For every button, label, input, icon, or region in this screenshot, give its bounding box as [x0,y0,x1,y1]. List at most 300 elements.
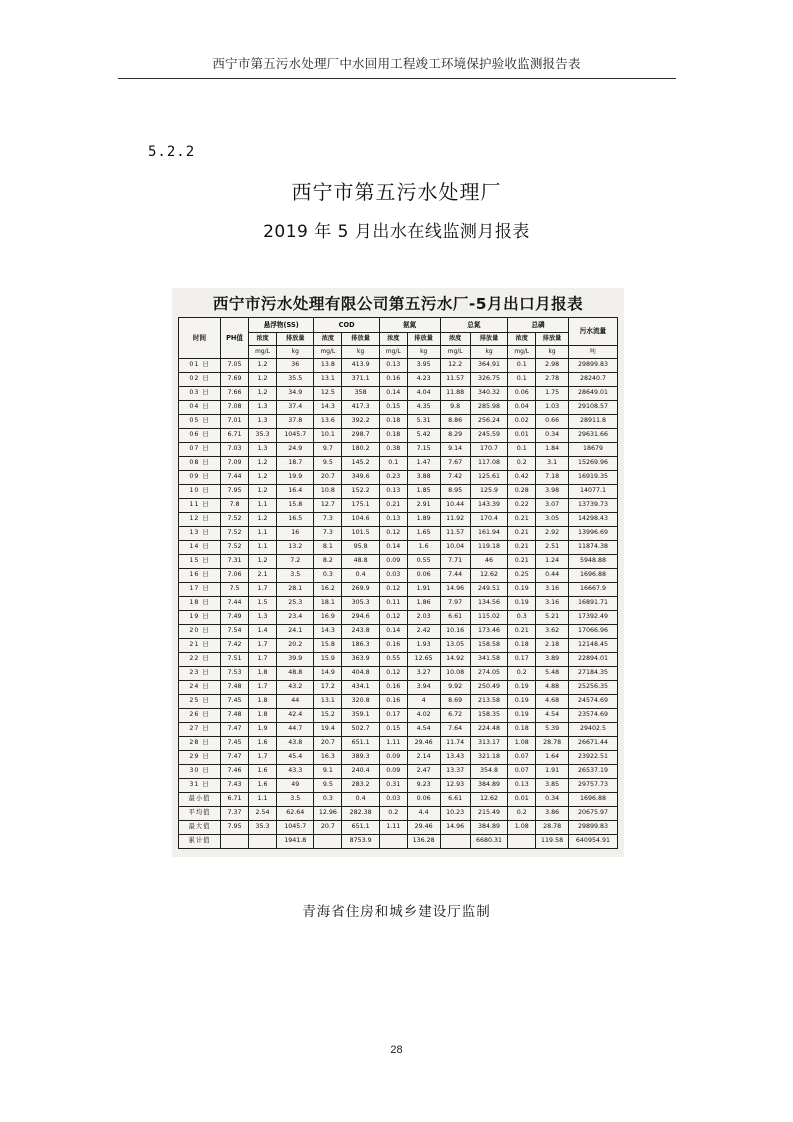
data-cell: 0.18 [508,639,536,653]
data-cell: 21 日 [179,639,221,653]
data-cell: 158.58 [470,639,507,653]
data-cell: 09 日 [179,471,221,485]
data-cell: 20.7 [314,737,342,751]
data-cell: 1.3 [249,611,277,625]
data-cell: 1.8 [249,709,277,723]
data-cell: 1.7 [249,639,277,653]
data-cell: 26 日 [179,709,221,723]
data-cell: 29631.66 [568,429,617,443]
data-cell: 7.45 [221,695,249,709]
data-cell: 0.28 [508,485,536,499]
table-row [179,401,618,415]
data-cell: 7.46 [221,765,249,779]
data-cell: 35.3 [249,429,277,443]
data-cell: 0.18 [508,723,536,737]
data-cell: 9.5 [314,779,342,793]
data-cell: 340.32 [470,387,507,401]
data-cell: 4.54 [536,709,569,723]
data-cell: 7.44 [440,569,470,583]
data-cell: 7.3 [314,527,342,541]
data-cell: 358 [342,387,379,401]
data-cell: 7.47 [221,751,249,765]
data-cell: 213.58 [470,695,507,709]
table-row [179,499,618,513]
header-group-total-phosphorus: 总磷 [508,318,569,333]
table-row [179,485,618,499]
data-cell: 44.7 [277,723,314,737]
data-cell: 389.3 [342,751,379,765]
data-cell: 15269.96 [568,457,617,471]
data-cell: 2.47 [407,765,440,779]
data-cell: 152.2 [342,485,379,499]
data-cell: 0.07 [508,751,536,765]
summary-cell: 0.4 [342,793,379,807]
data-cell: 14077.1 [568,485,617,499]
data-cell: 0.1 [508,373,536,387]
data-cell: 3.88 [407,471,440,485]
data-cell: 20.7 [314,471,342,485]
data-cell: 145.2 [342,457,379,471]
data-cell: 1.7 [249,681,277,695]
summary-cell: 2.54 [249,807,277,821]
data-cell: 1.2 [249,485,277,499]
data-cell: 22 日 [179,653,221,667]
table-row [179,639,618,653]
data-cell: 434.1 [342,681,379,695]
data-cell: 0.3 [508,611,536,625]
summary-cell: 62.64 [277,807,314,821]
data-cell: 0.1 [379,457,407,471]
summary-cell: 28.78 [536,821,569,835]
data-cell: 3.5 [277,569,314,583]
data-cell: 7.06 [221,569,249,583]
data-cell: 4.23 [407,373,440,387]
data-cell: 42.4 [277,709,314,723]
header-tn-conc: 浓度 [440,333,470,346]
data-cell: 320.8 [342,695,379,709]
data-cell: 7.69 [221,373,249,387]
data-cell: 5.42 [407,429,440,443]
data-cell: 3.62 [536,625,569,639]
data-cell: 13.6 [314,415,342,429]
table-body [179,359,618,849]
data-cell: 14.3 [314,625,342,639]
data-cell: 134.56 [470,597,507,611]
header-ammonia-load: 排放量 [407,333,440,346]
data-cell: 1.7 [249,653,277,667]
table-row [179,625,618,639]
data-cell: 249.51 [470,583,507,597]
data-cell: 10.04 [440,541,470,555]
data-cell: 0.03 [379,569,407,583]
data-cell: 7.53 [221,667,249,681]
data-cell: 143.39 [470,499,507,513]
data-cell: 0.21 [508,625,536,639]
summary-cell [249,835,277,849]
data-cell: 0.07 [508,765,536,779]
scanned-report-table [172,288,624,857]
data-cell: 8.86 [440,415,470,429]
data-cell: 0.3 [314,569,342,583]
data-cell: 28 日 [179,737,221,751]
summary-cell: 1696.88 [568,793,617,807]
data-cell: 13.8 [314,359,342,373]
data-cell: 7.47 [221,723,249,737]
data-cell: 0.19 [508,695,536,709]
data-cell: 0.21 [508,527,536,541]
data-cell: 0.23 [379,471,407,485]
data-cell: 7.18 [536,471,569,485]
data-cell: 0.1 [508,359,536,373]
running-header: 西宁市第五污水处理厂中水回用工程竣工环境保护验收监测报告表 [212,56,581,71]
data-cell: 04 日 [179,401,221,415]
data-cell: 2.18 [536,639,569,653]
data-cell: 1.6 [249,737,277,751]
data-cell: 17 日 [179,583,221,597]
data-cell: 12.7 [314,499,342,513]
data-cell: 0.12 [379,583,407,597]
table-row [179,457,618,471]
data-cell: 341.58 [470,653,507,667]
data-cell: 12.62 [470,569,507,583]
data-cell: 5.31 [407,415,440,429]
data-cell: 22894.01 [568,653,617,667]
data-cell: 1.93 [407,639,440,653]
table-row [179,779,618,793]
data-cell: 3.95 [407,359,440,373]
data-cell: 1.3 [249,443,277,457]
data-cell: 37.4 [277,401,314,415]
data-cell: 170.7 [470,443,507,457]
summary-cell: 1045.7 [277,821,314,835]
table-row [179,387,618,401]
data-cell: 7.44 [221,471,249,485]
data-cell: 05 日 [179,415,221,429]
data-cell: 45.4 [277,751,314,765]
title-line-1: 西宁市第五污水处理厂 [291,180,502,204]
data-cell: 1696.88 [568,569,617,583]
summary-cell [379,835,407,849]
data-cell: 13.37 [440,765,470,779]
data-cell: 12.2 [440,359,470,373]
summary-cell: 0.03 [379,793,407,807]
data-cell: 14.9 [314,667,342,681]
data-cell: 1.08 [508,737,536,751]
data-cell: 0.16 [379,681,407,695]
data-cell: 39.9 [277,653,314,667]
data-cell: 11 日 [179,499,221,513]
data-cell: 0.34 [536,429,569,443]
data-cell: 43.8 [277,737,314,751]
data-cell: 0.12 [379,527,407,541]
summary-cell: 1.1 [249,793,277,807]
data-cell: 24574.69 [568,695,617,709]
data-cell: 8.95 [440,485,470,499]
data-cell: 7.45 [221,737,249,751]
data-cell: 7.71 [440,555,470,569]
summary-cell: 215.49 [470,807,507,821]
data-cell: 0.21 [508,541,536,555]
data-cell: 4.04 [407,387,440,401]
summary-cell [221,835,249,849]
data-cell: 0.21 [508,555,536,569]
data-cell: 0.09 [379,751,407,765]
data-cell: 0.02 [508,415,536,429]
data-cell: 1.4 [249,625,277,639]
data-cell: 25.3 [277,597,314,611]
data-cell: 115.02 [470,611,507,625]
summary-cell: 6680.31 [470,835,507,849]
header-cod-conc: 浓度 [314,333,342,346]
summary-cell: 119.58 [536,835,569,849]
data-cell: 0.19 [508,583,536,597]
unit-tp-load: kg [536,346,569,359]
data-cell: 1.8 [249,667,277,681]
table-head [179,318,618,359]
data-cell: 48.8 [277,667,314,681]
data-cell: 24.1 [277,625,314,639]
data-cell: 0.17 [379,709,407,723]
data-cell: 06 日 [179,429,221,443]
data-cell: 7.15 [407,443,440,457]
data-cell: 1.7 [249,751,277,765]
data-cell: 28.1 [277,583,314,597]
data-cell: 2.42 [407,625,440,639]
page-number: 28 [390,1044,403,1056]
data-cell: 13996.69 [568,527,617,541]
unit-cod-conc: mg/L [314,346,342,359]
data-cell: 0.12 [379,611,407,625]
header-group-total-nitrogen: 总氮 [440,318,508,333]
data-cell: 4.02 [407,709,440,723]
data-cell: 326.75 [470,373,507,387]
data-cell: 1.24 [536,555,569,569]
data-cell: 502.7 [342,723,379,737]
data-cell: 12.65 [407,653,440,667]
data-cell: 283.2 [342,779,379,793]
data-cell: 7.52 [221,541,249,555]
data-cell: 43.2 [277,681,314,695]
summary-cell: 0.01 [508,793,536,807]
data-cell: 245.59 [470,429,507,443]
table-row [179,681,618,695]
data-cell: 12.93 [440,779,470,793]
data-cell: 9.14 [440,443,470,457]
summary-cell: 累计值 [179,835,221,849]
summary-cell: 136.28 [407,835,440,849]
data-cell: 0.13 [379,359,407,373]
data-cell: 13.1 [314,373,342,387]
data-cell: 1.3 [249,415,277,429]
data-cell: 01 日 [179,359,221,373]
table-row [179,709,618,723]
data-cell: 10.8 [314,485,342,499]
header-time: 时间 [179,318,221,359]
summary-cell [508,835,536,849]
data-cell: 161.94 [470,527,507,541]
data-cell: 0.22 [508,499,536,513]
header-tp-conc: 浓度 [508,333,536,346]
data-cell: 7.8 [221,499,249,513]
summary-cell: 3.86 [536,807,569,821]
section-number: 5.2.2 [148,144,196,160]
summary-cell: 7.37 [221,807,249,821]
data-cell: 5.21 [536,611,569,625]
unit-ss-conc: mg/L [249,346,277,359]
data-cell: 1.2 [249,471,277,485]
data-cell: 11.88 [440,387,470,401]
summary-cell: 0.2 [508,807,536,821]
header-tp-load: 排放量 [536,333,569,346]
data-cell: 7.67 [440,457,470,471]
data-cell: 1.03 [536,401,569,415]
data-cell: 48.8 [342,555,379,569]
summary-cell [440,835,470,849]
data-cell: 8.69 [440,695,470,709]
data-cell: 5.48 [536,667,569,681]
title-line-2: 2019 年 5 月出水在线监测月报表 [263,222,530,242]
data-cell: 7.51 [221,653,249,667]
data-cell: 0.01 [508,429,536,443]
data-cell: 1.91 [407,583,440,597]
summary-cell: 12.96 [314,807,342,821]
header-flow: 污水流量 [568,318,617,346]
data-cell: 0.2 [508,457,536,471]
data-cell: 0.04 [508,401,536,415]
data-cell: 18.7 [277,457,314,471]
data-cell: 170.4 [470,513,507,527]
data-cell: 6.71 [221,429,249,443]
table-row [179,513,618,527]
data-cell: 20.2 [277,639,314,653]
data-cell: 15.8 [277,499,314,513]
data-cell: 305.3 [342,597,379,611]
summary-cell: 0.3 [314,793,342,807]
data-cell: 0.15 [379,723,407,737]
data-cell: 7.31 [221,555,249,569]
data-cell: 3.98 [536,485,569,499]
data-cell: 28911.8 [568,415,617,429]
data-cell: 49 [277,779,314,793]
data-cell: 0.13 [508,779,536,793]
data-cell: 28.78 [536,737,569,751]
data-cell: 0.21 [379,499,407,513]
summary-cell: 1.11 [379,821,407,835]
summary-cell [314,835,342,849]
header-cod-load: 排放量 [342,333,379,346]
header-ss-load: 排放量 [277,333,314,346]
data-cell: 0.16 [379,373,407,387]
table-header-row-groups [179,318,618,333]
summary-cell: 20675.97 [568,807,617,821]
header-group-ss: 悬浮物(SS) [249,318,314,333]
data-cell: 1.1 [249,499,277,513]
data-cell: 44 [277,695,314,709]
unit-ss-load: kg [277,346,314,359]
data-cell: 2.78 [536,373,569,387]
data-cell: 25256.35 [568,681,617,695]
data-cell: 0.14 [379,541,407,555]
data-cell: 6.61 [440,611,470,625]
data-cell: 16.3 [314,751,342,765]
data-cell: 24 日 [179,681,221,695]
data-cell: 6.72 [440,709,470,723]
data-cell: 10.08 [440,667,470,681]
issuing-agency: 青海省住房和城乡建设厅监制 [302,904,491,920]
data-cell: 298.7 [342,429,379,443]
data-cell: 0.06 [508,387,536,401]
data-cell: 294.6 [342,611,379,625]
data-cell: 0.09 [379,555,407,569]
data-cell: 250.49 [470,681,507,695]
data-cell: 180.2 [342,443,379,457]
data-cell: 2.92 [536,527,569,541]
data-cell: 1.11 [379,737,407,751]
table-row [179,359,618,373]
table-row [179,737,618,751]
data-cell: 15.8 [314,639,342,653]
data-cell: 1.5 [249,597,277,611]
data-cell: 0.06 [407,569,440,583]
data-cell: 7.52 [221,513,249,527]
table-row [179,765,618,779]
data-cell: 3.94 [407,681,440,695]
data-cell: 186.3 [342,639,379,653]
data-cell: 413.9 [342,359,379,373]
data-cell: 12148.45 [568,639,617,653]
data-cell: 15.2 [314,709,342,723]
data-cell: 30 日 [179,765,221,779]
summary-cell: 12.62 [470,793,507,807]
data-cell: 8.29 [440,429,470,443]
data-cell: 274.05 [470,667,507,681]
data-cell: 1.75 [536,387,569,401]
data-cell: 12 日 [179,513,221,527]
data-cell: 1.65 [407,527,440,541]
data-cell: 7.08 [221,401,249,415]
data-cell: 46 [470,555,507,569]
unit-tp-conc: mg/L [508,346,536,359]
data-cell: 26671.44 [568,737,617,751]
data-cell: 23922.51 [568,751,617,765]
data-cell: 3.16 [536,597,569,611]
data-cell: 7.3 [314,513,342,527]
data-cell: 29899.83 [568,359,617,373]
data-cell: 125.9 [470,485,507,499]
data-cell: 20 日 [179,625,221,639]
table-row [179,443,618,457]
data-cell: 3.27 [407,667,440,681]
data-cell: 3.85 [536,779,569,793]
summary-cell: 平均值 [179,807,221,821]
table-row [179,807,618,821]
data-cell: 8.2 [314,555,342,569]
data-cell: 16891.71 [568,597,617,611]
data-cell: 25 日 [179,695,221,709]
data-cell: 354.8 [470,765,507,779]
data-cell: 1.6 [407,541,440,555]
data-cell: 101.5 [342,527,379,541]
data-cell: 18679 [568,443,617,457]
data-cell: 9.23 [407,779,440,793]
data-cell: 7.43 [221,779,249,793]
unit-tn-conc: mg/L [440,346,470,359]
data-cell: 28649.01 [568,387,617,401]
data-cell: 4.88 [536,681,569,695]
header-group-cod: COD [314,318,379,333]
data-cell: 0.14 [379,387,407,401]
data-cell: 3.05 [536,513,569,527]
